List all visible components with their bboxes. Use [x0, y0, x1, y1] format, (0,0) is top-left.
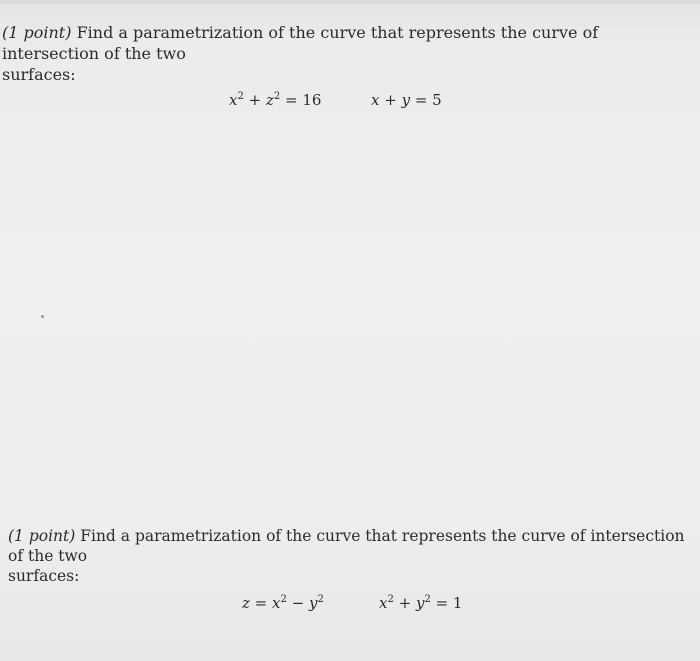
operator-plus: + — [393, 594, 416, 612]
var-x: x — [229, 91, 238, 109]
exponent: 2 — [424, 594, 431, 605]
exponent: 2 — [387, 594, 394, 605]
problem-2-prompt-text-cont: surfaces: — [8, 567, 80, 585]
var-z: z — [242, 594, 250, 612]
blank-answer-area — [0, 100, 700, 500]
operator-equals: = — [249, 594, 273, 612]
problem-2-equation-surface-b — [379, 594, 462, 612]
problem-2-equations — [6, 592, 696, 618]
problem-1-prompt — [0, 22, 700, 85]
exponent: 2 — [280, 594, 287, 605]
problem-2-prompt-text: Find a parametrization of the curve that represents the curve of intersection of the two — [8, 527, 685, 565]
var-x: x — [272, 594, 281, 612]
operator-plus: + — [243, 91, 266, 109]
problem-1-prompt-text-cont: surfaces: — [2, 65, 76, 84]
operator-minus: − — [286, 594, 309, 612]
equals-value: = 16 — [280, 91, 322, 109]
equals-value: = 5 — [410, 91, 442, 109]
exponent: 2 — [317, 594, 324, 605]
problem-2-equation-surface-a — [242, 594, 324, 612]
problem-1-prompt-text: Find a parametrization of the curve that represents the curve of intersection of the two — [2, 23, 599, 63]
problem-2 — [6, 526, 696, 618]
exponent: 2 — [273, 91, 281, 102]
var-y: y — [401, 91, 411, 109]
var-x: x — [379, 594, 388, 612]
paper-speck — [41, 315, 44, 318]
exponent: 2 — [237, 91, 244, 102]
var-y: y — [415, 594, 425, 612]
var-x: x — [371, 91, 380, 109]
problem-1-points: (1 point) — [2, 23, 72, 42]
operator-plus: + — [379, 91, 402, 109]
top-edge-strip — [0, 0, 700, 4]
var-y: y — [308, 594, 318, 612]
problem-2-prompt — [6, 526, 696, 586]
equals-value: = 1 — [430, 594, 463, 612]
var-z: z — [265, 91, 274, 109]
problem-2-points: (1 point) — [8, 527, 76, 545]
